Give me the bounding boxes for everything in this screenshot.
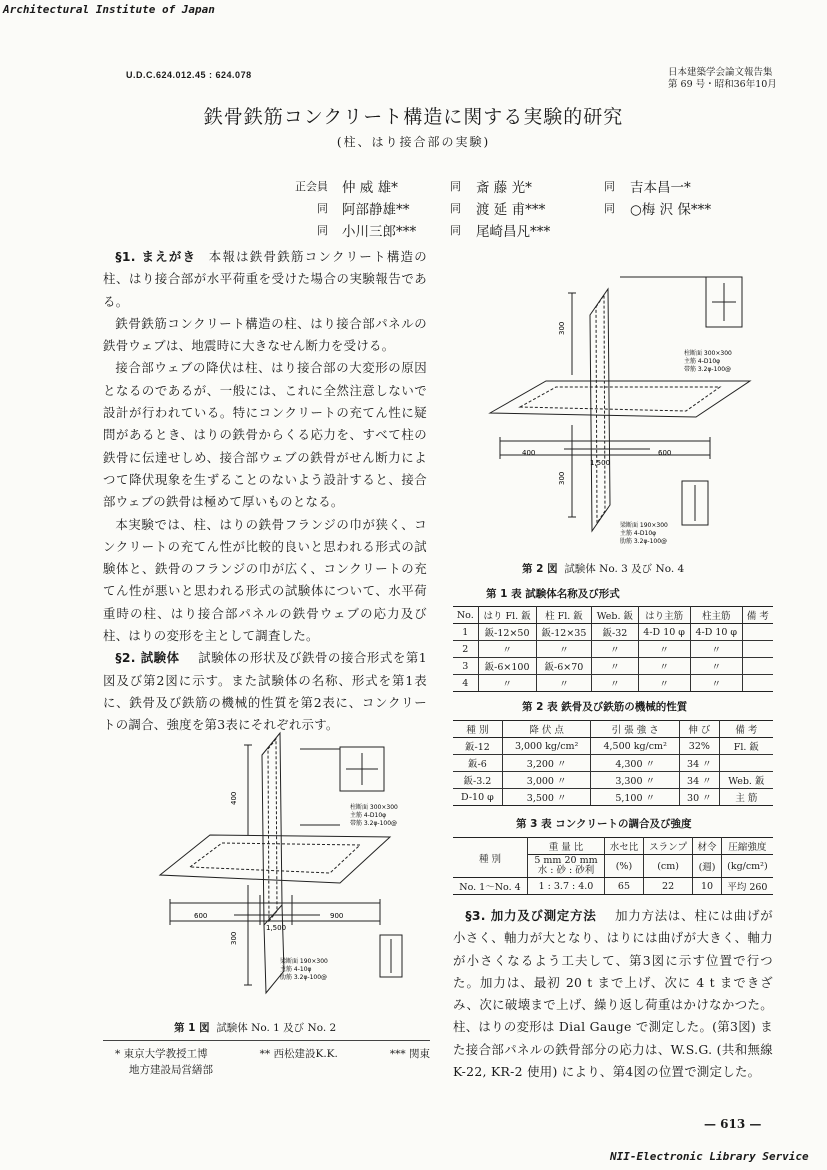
hoop-label: 帯筋 3.2φ-100@	[684, 366, 732, 373]
footnote-2: ** 西松建設K.K.	[259, 1048, 338, 1060]
table-header: 材令	[693, 838, 722, 855]
publisher-header: Architectural Institute of Japan	[3, 3, 215, 16]
table-cell: 鈑-6×100	[478, 658, 536, 675]
section1-intro	[103, 246, 427, 313]
author-role: 同	[450, 202, 461, 215]
table-cell: 〃	[638, 675, 690, 692]
table-cell: 1	[453, 624, 478, 641]
dim-label: 300	[558, 471, 566, 485]
section1-p4: 本実験では、柱、はりの鉄骨フランジの巾が狭く、コンクリートの充てん性が比較的良いと思われる形式の試験体と、鉄骨のフランジの巾が広く、コンクリートの充てん性が悪いと思われる形式の試験体について、水平荷重時の柱、はり接合部パネルの鉄骨ウェブの応力及び柱、はりの変形を主として調査した。	[103, 516, 427, 644]
table-cell: 〃	[690, 641, 742, 658]
column-outline	[262, 733, 282, 925]
table-cell: 平均 260	[721, 878, 773, 895]
table-3-caption: 第 3 表 コンクリートの調合及び強度	[516, 818, 692, 830]
table-header: (%)	[604, 855, 643, 878]
section2-heading: §2. 試験体	[115, 650, 180, 666]
table-header: スランプ	[643, 838, 692, 855]
footnote-1: * 東京大学教授工博	[115, 1048, 208, 1060]
figure-2-label: 第 2 図	[522, 563, 558, 575]
section1-p2: 鉄骨鉄筋コンクリート構造の柱、はり接合部パネルの鉄骨ウェブは、地震時に大きなせん断力を受ける。	[103, 315, 427, 354]
section3-intro	[453, 905, 773, 1083]
dim-label: 400	[230, 791, 238, 805]
figure-1-drawing	[150, 725, 430, 1017]
dim-label: 300	[230, 931, 238, 945]
table-cell: 4-D 10 φ	[638, 624, 690, 641]
table-cell: 鈑-6×70	[536, 658, 592, 675]
table-header: はり主筋	[638, 607, 690, 624]
table-cell: 4	[453, 675, 478, 692]
table-3	[453, 837, 773, 895]
stirrup-label: 肋筋 3.2φ-100@	[280, 974, 328, 981]
table-cell: 鈑-32	[592, 624, 638, 641]
figure-2-caption	[522, 561, 684, 576]
table-header: No.	[453, 607, 478, 624]
section3-heading: §3. 加力及び測定方法	[465, 908, 597, 923]
table-header: (kg/cm²)	[721, 855, 773, 878]
author-role: 同	[317, 224, 328, 237]
col-section-label: 柱断面 300×300	[684, 350, 732, 357]
table-cell: 3,300 〃	[591, 772, 680, 789]
table-header: 柱 Fl. 鈑	[536, 607, 592, 624]
author-role: 同	[450, 224, 461, 237]
table-cell: 65	[604, 878, 643, 895]
section1-p3: 接合部ウェブの降伏は柱、はり接合部の大変形の原因となるのであるが、一般には、これに全然注意しないで設計が行われている。特にコンクリートの充てん性に疑問があるとき、はりの鉄骨からくる応力を、すべて柱の鉄骨に伝達せしめ、接合部ウェブの鉄骨がせん断力によつて降伏現象を生ずることのないよう設計すると、接合部ウェブの鉄骨は極めて厚いものとなる。	[103, 360, 427, 510]
table-cell: 1 : 3.7 : 4.0	[527, 878, 604, 895]
table-cell: 3,000 kg/cm²	[502, 738, 591, 755]
table-cell: Fl. 鈑	[719, 738, 773, 755]
page-number: — 613 —	[704, 1117, 762, 1131]
footnote-3: *** 関東	[389, 1048, 430, 1060]
table-cell: 〃	[690, 658, 742, 675]
table-cell: 5,100 〃	[591, 789, 680, 806]
table-cell: 鈑-6	[453, 755, 502, 772]
main-bar-label: 主筋 4-D10φ	[684, 358, 721, 365]
table-cell: 〃	[536, 641, 592, 658]
table-cell: 34 〃	[679, 755, 719, 772]
author-row	[262, 175, 782, 197]
table-cell	[742, 624, 773, 641]
table-header: 備 考	[742, 607, 773, 624]
table-cell: 〃	[638, 658, 690, 675]
dim-label: 1,500	[590, 459, 611, 467]
table-row	[453, 738, 773, 755]
table-cell: 〃	[592, 658, 638, 675]
author-name: 仲 威 雄*	[342, 180, 398, 196]
table-cell: 30 〃	[679, 789, 719, 806]
table-cell: 鈑-12×50	[478, 624, 536, 641]
table-cell: 〃	[690, 675, 742, 692]
table-cell: 〃	[638, 641, 690, 658]
dim-label: 1,500	[266, 924, 287, 932]
dim-label: 600	[194, 912, 208, 920]
journal-info	[668, 67, 777, 91]
left-column-text	[103, 246, 427, 737]
beam-main-label: 主筋 4-D10φ	[620, 530, 657, 537]
author-name: 渡 延 甫***	[476, 202, 546, 218]
author-role: 同	[450, 180, 461, 193]
figure-2-text: 試験体 No. 3 及び No. 4	[564, 563, 685, 575]
table-cell: 3,000 〃	[502, 772, 591, 789]
table-cell: 4,500 kg/cm²	[591, 738, 680, 755]
section1-heading: §1. まえがき	[115, 249, 197, 264]
table-header: 伸 び	[679, 721, 719, 738]
table-header: (cm)	[643, 855, 692, 878]
author-name: 斎 藤 光*	[476, 180, 532, 196]
main-bar-label: 主筋 4-D10φ	[350, 812, 387, 819]
table-cell: 〃	[478, 641, 536, 658]
footnote-3-cont: 地方建設局営繕部	[129, 1064, 213, 1076]
journal-name: 日本建築学会論文報告集	[668, 67, 773, 78]
table-cell: 22	[643, 878, 692, 895]
beam-outline	[490, 381, 750, 417]
footer-service: NII-Electronic Library Service	[610, 1150, 809, 1163]
section3-p1: 加力方法は、柱には曲げが小さく、軸力が大となり、はりには曲げが大きく、軸力が小さくなるよう工夫して、第3図に示す位置で行つた。加力は、最初 20 t まで上げ、次に 4 t まできざみ、次に破壊まで上げ、繰り返し荷重はかけなかつた。柱、はりの変形は Dial Gauge で測定した。(第3図) また接合部パネルの鉄骨部分の応力は、W.S.G. (共和無線 K-22, KR-2 使用) により、第4図の位置で測定した。	[453, 908, 773, 1080]
table-1-caption: 第 1 表 試験体名称及び形式	[486, 588, 620, 600]
table-row	[453, 772, 773, 789]
author-name: ○梅 沢 保***	[630, 202, 712, 218]
table-cell: 〃	[592, 641, 638, 658]
table-cell: 〃	[536, 675, 592, 692]
section2-intro	[103, 647, 427, 736]
table-cell: 2	[453, 641, 478, 658]
column-outline	[590, 289, 610, 531]
table-header: 種 別	[453, 721, 502, 738]
author-role: 同	[604, 180, 615, 193]
section2-p1: 試験体の形状及び鉄骨の接合形式を第1図及び第2図に示す。また試験体の名称、形式を第1表に、鉄骨及び鉄筋の機械的性質を第2表に、コンクリートの調合、強度を第3表にそれぞれ示す。	[103, 650, 427, 733]
author-role: 同	[317, 202, 328, 215]
figure-2-drawing	[460, 255, 765, 555]
table-cell: 4,300 〃	[591, 755, 680, 772]
table-cell: Web. 鈑	[719, 772, 773, 789]
table-cell: 4-D 10 φ	[690, 624, 742, 641]
table-cell: 〃	[478, 675, 536, 692]
journal-issue: 第 69 号・昭和36年10月	[668, 79, 777, 90]
right-column-text	[453, 905, 773, 1083]
table-header: 種 別	[453, 838, 527, 878]
table-header: Web. 鈑	[592, 607, 638, 624]
paper-subtitle: (柱、はり接合部の実験)	[336, 135, 491, 149]
table-header: 重 量 比	[527, 838, 604, 855]
beam-section-label: 梁断面 190×300	[280, 958, 328, 965]
table-header: 5 mm 20 mm 水 : 砂 : 砂利	[527, 855, 604, 878]
table-cell: 鈑-12	[453, 738, 502, 755]
table-cell: 32%	[679, 738, 719, 755]
table-header: 圧縮強度	[721, 838, 773, 855]
table-cell: 主 筋	[719, 789, 773, 806]
dim-label: 400	[522, 449, 536, 457]
table-cell: 10	[693, 878, 722, 895]
col-section-label: 柱断面 300×300	[350, 804, 398, 811]
table-header-row	[453, 838, 773, 855]
table-2	[453, 720, 773, 806]
table-2-caption: 第 2 表 鉄骨及び鉄筋の機械的性質	[522, 701, 688, 713]
stirrup-label: 肋筋 3.2φ-100@	[620, 538, 668, 545]
table-row	[453, 624, 773, 641]
table-row	[453, 789, 773, 806]
table-cell	[742, 675, 773, 692]
table-header: 降 伏 点	[502, 721, 591, 738]
table-row	[453, 641, 773, 658]
author-list	[262, 175, 782, 241]
beam-main-label: 主筋 4-10φ	[280, 966, 312, 973]
table-cell: 3,200 〃	[502, 755, 591, 772]
table-row	[453, 675, 773, 692]
beam-outline	[160, 835, 390, 883]
author-row	[262, 219, 782, 241]
paper-title: 鉄骨鉄筋コンクリート構造に関する実験的研究	[203, 106, 624, 128]
table-header-row	[453, 721, 773, 738]
table-1	[453, 606, 773, 692]
table-header: 引 張 強 さ	[591, 721, 680, 738]
author-role: 正会員	[295, 180, 328, 193]
figure-1-caption	[174, 1020, 336, 1035]
table-cell: 3	[453, 658, 478, 675]
author-name: 吉本昌一*	[630, 180, 691, 196]
author-name: 小川三郎***	[342, 224, 417, 240]
table-header: はり Fl. 鈑	[478, 607, 536, 624]
section1-p1: 本報は鉄骨鉄筋コンクリート構造の柱、はり接合部が水平荷重を受けた場合の実験報告である。	[103, 249, 427, 309]
figure-1-text: 試験体 No. 1 及び No. 2	[216, 1022, 337, 1034]
dim-label: 900	[330, 912, 344, 920]
beam-section-label: 梁断面 190×300	[620, 522, 668, 529]
table-cell: 鈑-12×35	[536, 624, 592, 641]
table-header: 水セ比	[604, 838, 643, 855]
author-role: 同	[604, 202, 615, 215]
table-cell	[742, 641, 773, 658]
figure-1-label: 第 1 図	[174, 1022, 210, 1034]
dim-label: 600	[658, 449, 672, 457]
table-header: (週)	[693, 855, 722, 878]
table-row	[453, 755, 773, 772]
author-row	[262, 197, 782, 219]
table-header: 柱主筋	[690, 607, 742, 624]
udc-code: U.D.C.624.012.45 : 624.078	[126, 70, 252, 80]
author-name: 尾崎昌凡***	[476, 224, 551, 240]
footnotes	[115, 1046, 430, 1078]
table-cell: 鈑-3.2	[453, 772, 502, 789]
table-header-row	[453, 607, 773, 624]
table-cell: 34 〃	[679, 772, 719, 789]
dim-label: 300	[558, 321, 566, 335]
table-cell	[742, 658, 773, 675]
table-row	[453, 658, 773, 675]
table-cell: 〃	[592, 675, 638, 692]
hoop-label: 帯筋 3.2φ-100@	[350, 820, 398, 827]
author-name: 阿部静雄**	[342, 202, 410, 218]
table-header: 備 考	[719, 721, 773, 738]
table-cell: No. 1〜No. 4	[453, 878, 527, 895]
table-cell	[719, 755, 773, 772]
table-cell: D-10 φ	[453, 789, 502, 806]
table-row	[453, 878, 773, 895]
table-cell: 3,500 〃	[502, 789, 591, 806]
